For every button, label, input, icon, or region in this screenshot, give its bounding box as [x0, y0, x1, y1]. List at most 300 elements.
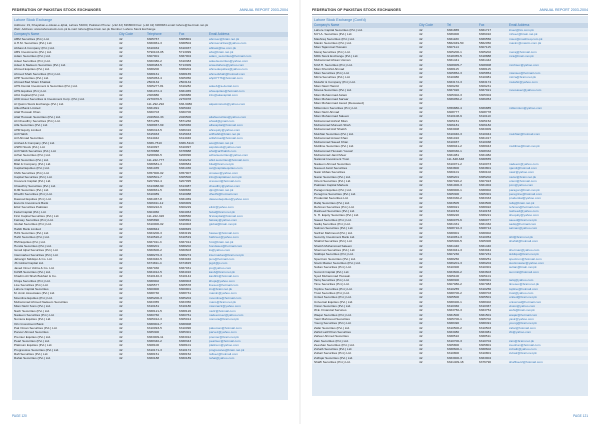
company-name-cell: Muhammad Ahsan Usman: [314, 58, 351, 63]
city-code-cell: 42: [119, 334, 123, 339]
city-code-cell: 42: [419, 316, 423, 321]
telephone-cell: 6361865: [447, 28, 460, 32]
telephone-cell: 6368161: [147, 71, 160, 76]
city-code-cell: 42: [119, 49, 123, 54]
email-cell: nadeemsec@yahoo.com: [209, 313, 244, 317]
company-name-cell: Orix Investment Bank: [14, 321, 44, 326]
fax-cell: 6305202: [479, 49, 492, 54]
telephone-cell: 6368121-5: [147, 308, 162, 313]
company-name-cell: Muhammad Saeed Khan: [314, 140, 349, 145]
telephone-cell: 6308967-69: [147, 123, 164, 128]
fax-cell: 6367004: [179, 54, 192, 59]
fax-cell: 6306909: [179, 200, 192, 205]
fax-cell: 6361036: [179, 166, 192, 171]
telephone-cell: 6368340-2: [147, 338, 162, 343]
fax-cell: 5713099: [179, 49, 192, 54]
email-cell: cmasec@yahoo.com: [209, 170, 238, 175]
city-code-cell: 42: [419, 118, 423, 123]
company-name-cell: Ahmed Shah Securities (Pvt.) Ltd.: [14, 71, 61, 76]
telephone-cell: 6307001: [147, 54, 160, 59]
email-cell: dhedhi@hotmail.com: [209, 192, 239, 197]
city-code-cell: 42: [119, 62, 123, 67]
telephone-cell: 6310366: [447, 304, 460, 308]
city-code-cell: 42: [419, 170, 423, 175]
fax-cell: 6368830: [179, 187, 192, 192]
city-code-cell: 42: [119, 144, 123, 149]
email-cell: rafisec@hotmail.com: [209, 351, 238, 356]
email-cell: platinum@yahoo.com: [209, 343, 239, 348]
email-cell: intermarket@brain.net.pk: [209, 252, 244, 257]
telephone-cell: 6368844: [147, 226, 160, 231]
email-cell: arifahmad@hotmail.com: [209, 136, 243, 141]
email-cell: khoja@yahoo.com: [209, 278, 235, 283]
telephone-cell: 6310080: [447, 75, 460, 80]
fax-cell: 6310180: [179, 304, 192, 309]
fax-cell: 6300901: [179, 287, 192, 292]
email-cell: abbasi@lse.com.pk: [209, 45, 237, 50]
company-name-cell: Muhammad Hussain Yousaf: [314, 148, 353, 153]
telephone-cell: 6307080-2: [447, 282, 462, 287]
company-name-cell: Muhammad Jamil Meer: [314, 153, 347, 158]
company-name-cell: Sheikh Muhammad Saleem: [314, 243, 353, 248]
fax-cell: 6363356: [179, 300, 192, 305]
company-name-cell: AHS Dental Investment & Securities (Pvt.) Ltd.: [14, 84, 78, 89]
email-cell: anseclahore@yahoo.com: [209, 62, 245, 67]
telephone-cell: 6363008: [447, 127, 460, 132]
email-cell: summit@hotmail.com: [509, 269, 539, 274]
telephone-cell: 6363041-3: [447, 247, 462, 252]
email-cell: mutahir@yahoo.com: [509, 79, 538, 84]
email-cell: iis@yahoo.com: [209, 248, 231, 253]
fax-cell: 6305854: [479, 71, 492, 76]
city-code-cell: 42: [419, 144, 423, 149]
email-cell: alfacapital@hotmail.com: [209, 123, 243, 128]
city-code-cell: 42: [419, 196, 423, 201]
email-cell: universal@hotmail.com: [509, 299, 542, 304]
fax-cell: 5862050: [479, 40, 492, 45]
telephone-cell: 6305577: [147, 282, 160, 287]
fax-cell: 6305101: [479, 273, 492, 278]
exchange-address: Address: 19, Khayaban-e-Aiwan-e-Iqbal, Lahore 54000, Pakistan Phone: (+92 42) 6368000 Fax: (+92 42) 6368484 email: lahore@lse.brain.net.pk: [14, 23, 209, 27]
city-code-cell: 42: [419, 105, 423, 110]
fax-cell: 6366053: [479, 97, 492, 101]
telephone-cell: 6300900: [147, 287, 160, 292]
city-code-cell: 42: [119, 183, 123, 188]
company-name-cell: Allied Bank Limited: [14, 106, 41, 110]
fax-cell: 6207095: [179, 179, 192, 184]
telephone-cell: 6366201-3: [447, 260, 462, 265]
city-code-cell: 42: [419, 28, 423, 32]
fax-cell: 6366204: [479, 260, 492, 265]
city-code-cell: 42: [419, 329, 423, 334]
telephone-cell: 6310071-2: [447, 161, 462, 166]
company-name-cell: Moonline Equities (Pvt.) Ltd.: [14, 295, 53, 300]
telephone-cell: 6363080: [447, 329, 460, 334]
fax-cell: 6310110: [479, 114, 491, 119]
email-cell: altafsecurities@yahoo.com: [209, 114, 247, 119]
fax-cell: 6308101: [179, 343, 192, 348]
telephone-cell: 6310300: [447, 265, 460, 270]
city-code-cell: 42: [419, 291, 423, 296]
email-cell: lcsec@lcs.com.pk: [509, 28, 534, 32]
company-name-cell: Zulfiqar Securities (Pvt.) Ltd.: [314, 355, 354, 360]
telephone-cell: 6365890: [147, 218, 160, 223]
company-name-cell: Elixir Securities Pakistan: [14, 205, 48, 210]
company-name-cell: Nazir Securities (Pvt.) Ltd.: [14, 308, 50, 313]
city-code-cell: 42: [419, 178, 423, 183]
company-name-cell: Summit Capital (Pvt.) Ltd.: [314, 269, 350, 274]
telephone-cell: 6364012-5: [147, 269, 162, 274]
telephone-cell: 6305700-1: [447, 316, 462, 321]
fax-cell: 6368504: [179, 41, 192, 46]
city-code-cell: 42: [119, 200, 123, 205]
telephone-cell: 6368831-5: [147, 187, 162, 192]
company-name-cell: Nadeem Securities (Pvt.) Ltd.: [14, 313, 55, 317]
company-name-cell: Altaf Hussain Securities (Pvt.) Ltd.: [14, 114, 61, 119]
company-name-cell: AKD Asset Securities & Investment Corp. (Pvt.) Ltd.: [14, 97, 85, 102]
telephone-cell: 6310140-3: [147, 274, 162, 279]
fax-cell: 6363044: [479, 247, 492, 252]
city-code-cell: 42: [419, 360, 423, 365]
telephone-cell: 6367030: [147, 265, 160, 270]
email-cell: abs@brain.net.pk: [209, 49, 234, 54]
email-cell: timesec@brain.net.pk: [509, 282, 539, 287]
fax-cell: 6310038: [479, 140, 492, 145]
company-name-cell: Waqar Securities (Pvt.) Ltd.: [314, 312, 352, 317]
directory-panel: [12, 16, 288, 400]
report-title: ANNUAL REPORT 2003-2004: [539, 8, 588, 12]
email-cell: adam_securities@hotmail.com: [209, 54, 252, 59]
directory-table-body: [312, 28, 588, 364]
fax-cell: 6305500: [179, 175, 192, 179]
company-name-cell: Pakistan Capital Markets: [314, 183, 349, 188]
telephone-cell: 6305100: [447, 273, 460, 278]
fax-cell: 6310144: [179, 274, 192, 279]
company-name-cell: M.H.A. Securities (Pvt.) Ltd.: [314, 32, 353, 37]
city-code-cell: 42: [119, 162, 123, 167]
company-name-cell: AHP Securities (Pvt.) Ltd.: [14, 75, 50, 80]
fax-cell: 6310256: [479, 286, 492, 291]
city-code-cell: 42: [119, 209, 123, 214]
fax-cell: 6361004: [479, 183, 492, 188]
telephone-cell: 6310171-3: [147, 347, 162, 352]
telephone-cell: 6361440: [447, 243, 460, 248]
fax-cell: 6368301: [479, 278, 492, 283]
city-code-cell: 42: [419, 213, 423, 218]
telephone-cell: 5862049-50: [447, 40, 464, 45]
telephone-cell: 6360380-2: [147, 58, 162, 63]
city-code-cell: 42: [419, 312, 423, 317]
email-cell: firstcapital@hotmail.com: [209, 213, 243, 218]
telephone-cell: 6363040-5: [147, 256, 162, 261]
telephone-cell: 6306181: [447, 122, 460, 127]
telephone-cell: 6307230: [447, 252, 460, 257]
telephone-cell: 6368250: [447, 256, 460, 261]
email-cell: hassec@hotmail.com: [209, 231, 239, 236]
email-cell: adeelsecurities@yahoo.com: [209, 58, 248, 63]
email-cell: hmi@brain.net.pk: [209, 239, 234, 244]
email-cell: nadeem@yahoo.com: [509, 161, 539, 166]
email-cell: bilal@brain.net.pk: [209, 162, 234, 167]
telephone-cell: 6310040-3: [447, 131, 462, 136]
city-code-cell: 42: [119, 252, 123, 257]
fax-cell: 6368251: [479, 256, 492, 261]
city-code-cell: 42: [419, 153, 423, 158]
company-name-cell: Time Securities (Pvt.) Ltd.: [314, 282, 350, 287]
city-code-cell: 42: [119, 101, 123, 106]
fax-cell: 2503134: [179, 80, 192, 85]
city-code-cell: 42: [419, 230, 423, 235]
email-cell: jov@yahoo.com: [209, 265, 232, 270]
telephone-cell: 6305300: [447, 191, 460, 196]
city-code-cell: 42: [119, 321, 123, 326]
city-code-cell: 42: [419, 235, 423, 239]
city-code-cell: 42: [419, 256, 423, 261]
city-code-cell: 42: [419, 40, 423, 45]
company-name-cell: United Securities (Pvt.) Ltd.: [314, 295, 352, 300]
email-cell: mhsec@brain.net.pk: [509, 32, 538, 37]
fax-cell: 6368602: [479, 347, 492, 352]
organization-name: FEDERATION OF PAKISTAN STOCK EXCHANGES: [12, 8, 101, 12]
city-code-cell: 42: [119, 330, 123, 335]
company-name-cell: Progressive Securities (Pvt.) Ltd.: [14, 347, 60, 352]
fax-cell: 2270078: [179, 97, 192, 102]
city-code-cell: 42: [119, 304, 123, 309]
city-code-cell: 42: [119, 196, 123, 201]
telephone-cell: 6310093-5: [147, 325, 162, 330]
city-code-cell: 42: [419, 166, 423, 170]
telephone-cell: 6363750-3: [447, 308, 462, 313]
telephone-cell: 6368115: [447, 66, 459, 71]
city-code-cell: 42: [119, 218, 123, 223]
company-name-cell: Mohammad Ashraf Mian: [314, 118, 348, 123]
company-name-cell: Khoja Securities (Pvt.) Ltd.: [14, 278, 51, 283]
telephone-cell: 6308483-5: [147, 62, 162, 67]
company-name-cell: Rafi Securities (Pvt.) Ltd.: [14, 351, 49, 356]
fax-cell: 6305014: [179, 317, 192, 322]
fax-cell: 6310232: [179, 157, 192, 162]
fax-cell: 6305040: [179, 106, 192, 110]
company-name-cell: ABM Securities (Pvt.) Ltd.: [14, 37, 50, 41]
city-code-cell: 42: [419, 114, 423, 119]
company-name-cell: Sultan Securities (Pvt.) Ltd.: [314, 265, 352, 270]
company-name-cell: W.E. Financial Services: [314, 308, 347, 313]
email-cell: miansec@hotmail.com: [509, 71, 541, 76]
fax-cell: 5871260: [179, 118, 192, 123]
city-code-cell: 42: [419, 174, 423, 179]
telephone-cell: 6363600-2: [447, 269, 462, 274]
fax-cell: 6363174: [479, 79, 492, 84]
company-name-cell: Shaffi Securities (Pvt.) Ltd.: [314, 360, 351, 365]
email-cell: mra@brain.net.pk: [509, 53, 534, 58]
company-name-cell: ASPD Stock (Pvt.) Ltd.: [14, 144, 46, 149]
city-code-cell: 42: [119, 213, 123, 218]
telephone-cell: 6305053-4: [147, 75, 162, 80]
email-cell: trust@yahoo.com: [509, 291, 534, 296]
fax-cell: 6208096: [179, 153, 192, 158]
telephone-cell: 6305767: [147, 37, 160, 41]
city-code-cell: 42: [419, 347, 423, 352]
company-name-cell: National Investment Trust: [314, 157, 350, 162]
telephone-cell: 6368490: [447, 321, 460, 326]
telephone-cell: 6368730: [147, 291, 160, 296]
fax-cell: 6309231: [479, 84, 492, 89]
company-name-cell: S. H. Equity Securities (Pvt.) Ltd.: [314, 213, 360, 218]
city-code-cell: 42: [119, 71, 123, 76]
company-name-cell: Zubair Securities (Pvt.) Ltd.: [314, 351, 352, 356]
city-code-cell: 42: [419, 355, 423, 360]
company-name-cell: Sherman Securities (Pvt.) Ltd.: [314, 247, 356, 252]
city-code-cell: 42: [419, 252, 423, 257]
city-code-cell: 42: [419, 209, 423, 214]
telephone-cell: 6310089: [147, 192, 160, 197]
city-code-cell: 42: [419, 191, 423, 196]
telephone-cell: 6366313-5: [147, 127, 162, 132]
company-name-cell: Rahat Securities (Pvt.) Ltd.: [14, 356, 51, 361]
telephone-cell: 6361072-4: [147, 88, 162, 93]
fax-cell: 6368274: [179, 252, 192, 257]
city-code-cell: 42: [119, 308, 123, 313]
email-cell: mirza@brain.net.pk: [509, 75, 536, 80]
email-cell: cel@capitalequities.com: [209, 166, 243, 171]
city-code-cell: 42: [419, 295, 423, 300]
fax-cell: 6363012: [179, 334, 192, 339]
city-code-cell: 42: [419, 135, 423, 140]
city-code-cell: 42: [419, 75, 423, 80]
city-code-cell: 42: [119, 274, 123, 279]
fax-cell: 6368002: [479, 230, 492, 235]
fax-cell: 6368165: [179, 71, 192, 76]
email-cell: arifhabib@brain.net.pk: [209, 131, 241, 136]
telephone-cell: 6361331: [447, 222, 460, 227]
company-name-cell: AHR Equity Limited: [14, 127, 41, 132]
fax-cell: 6308332: [479, 148, 492, 153]
header-rule: [312, 14, 588, 15]
city-code-cell: 42: [419, 351, 423, 356]
fax-cell: 6310519: [179, 235, 192, 240]
company-name-cell: Mian Muhammad Sarwar: [314, 97, 349, 101]
section-title: Lahore Stock Exchange: [14, 18, 53, 22]
company-name-cell: Crescent Capital (Pvt.) Ltd.: [14, 179, 52, 184]
email-cell: global@brain.net.pk: [209, 222, 237, 227]
city-code-cell: 42: [119, 287, 123, 292]
city-code-cell: 42: [419, 204, 423, 209]
fax-cell: 6368221: [479, 213, 492, 218]
telephone-cell: 6359880-4: [447, 105, 462, 110]
fax-cell: 6361069: [179, 196, 192, 201]
company-name-cell: Ismail Iqbal Securities (Pvt.) Ltd.: [14, 248, 59, 253]
telephone-cell: 6310255: [447, 286, 460, 291]
company-name-cell: AKA Capital (Pvt.) Ltd.: [14, 93, 45, 98]
telephone-cell: 6306911-12: [147, 200, 164, 205]
email-cell: millennium@yahoo.com: [509, 105, 543, 110]
company-name-cell: Ahmad Bad Shani Khattak: [14, 80, 51, 85]
email-cell: jsgcl@js.com: [209, 261, 228, 266]
email-cell: jsco@hotmail.com: [209, 256, 235, 261]
telephone-cell: 6366050-2: [447, 97, 462, 101]
email-cell: topline@hotmail.com: [509, 286, 538, 291]
fax-cell: 6310037: [179, 45, 192, 50]
email-cell: mans@brain.net.pk: [209, 300, 236, 305]
telephone-cell: 6360961-3: [147, 41, 162, 46]
fax-cell: 6310282: [179, 84, 192, 89]
telephone-cell: 6368600-1: [447, 347, 462, 352]
telephone-cell: 6310152: [447, 209, 460, 214]
company-name-cell: Dawood Equities (Pvt.) Ltd.: [14, 196, 52, 201]
telephone-cell: 6363800: [447, 166, 460, 170]
email-cell: zlk@yahoo.com: [509, 329, 532, 334]
email-cell: miannazir@yahoo.com: [209, 304, 241, 309]
city-code-cell: 42: [419, 286, 423, 291]
fax-cell: 6364016: [179, 269, 192, 274]
email-cell: njamil@hotmail.com: [509, 166, 537, 170]
company-name-cell: Azhar Securities (Pvt.) Ltd.: [14, 153, 51, 158]
company-name-cell: Maxim Securities (Pvt.) Ltd.: [314, 40, 352, 45]
company-name-cell: Mian Nazir Sons (Pvt.) Ltd.: [14, 304, 51, 309]
company-name-cell: Habib Bank Limited: [14, 226, 41, 231]
company-name-cell: Arif Habib Securities (Pvt.) Ltd.: [14, 149, 57, 154]
city-code-cell: 42: [419, 101, 423, 106]
city-code-cell: 42: [119, 325, 123, 330]
city-code-cell: 42: [419, 122, 423, 127]
email-cell: sadiq@hotmail.com: [509, 222, 537, 227]
city-code-cell: 42: [419, 45, 423, 50]
telephone-cell: 6363172-3: [447, 79, 462, 84]
fax-cell: 6357907: [179, 170, 192, 175]
fax-cell: 6305801: [479, 342, 492, 347]
company-name-cell: Tariq Securities (Pvt.) Ltd.: [314, 278, 350, 283]
telephone-cell: 2306880: [147, 93, 160, 98]
telephone-cell: 6361500: [447, 312, 460, 317]
city-code-cell: 42: [119, 226, 123, 231]
email-cell: saeed@brain.net.pk: [509, 217, 537, 222]
city-code-cell: 42: [419, 239, 423, 244]
email-cell: ahsali@gmail.com: [209, 118, 235, 123]
fax-cell: 6376790: [479, 360, 492, 365]
fax-cell: 6310383: [179, 58, 192, 63]
telephone-cell: 6368041-2: [447, 144, 462, 149]
company-name-cell: CMA Securities (Pvt.) Ltd.: [14, 170, 50, 175]
city-code-cell: 42: [419, 308, 423, 313]
telephone-cell: 6360188: [147, 356, 160, 361]
city-code-cell: 42: [119, 351, 123, 356]
fax-cell: 6361065: [179, 88, 192, 93]
company-name-cell: Orient Securities (Pvt.) Ltd.: [314, 178, 352, 183]
telephone-cell: 6310000-02: [147, 222, 164, 227]
email-cell: meraj@hotmail.com: [509, 49, 537, 54]
email-cell: hafizsec@yahoo.com: [209, 235, 239, 240]
col-email: Email Address: [209, 32, 230, 36]
fax-cell: 6310097: [179, 144, 192, 149]
company-name-cell: Adam Securities (Pvt.) Ltd.: [14, 54, 51, 59]
fax-cell: 6366-5113: [179, 140, 194, 145]
company-name-cell: ABS Investments (Pvt.) Ltd.: [14, 49, 52, 54]
email-cell: ahp07776@hotmail.com: [209, 75, 243, 80]
telephone-cell: 6360101: [447, 170, 460, 175]
col-telephone: Tel: [447, 23, 452, 27]
fax-cell: 6310073: [479, 161, 492, 166]
email-cell: abid.securities@hotmail.com: [209, 157, 249, 162]
email-cell: sultan@brain.net.pk: [509, 265, 537, 270]
email-cell: nomura@brain.net.pk: [209, 317, 239, 322]
city-code-cell: 42: [119, 248, 123, 253]
telephone-cell: 6368002: [147, 278, 160, 283]
city-code-cell: 42: [119, 88, 123, 93]
company-name-cell: Zohaib Securities (Pvt.) Ltd.: [314, 347, 353, 352]
fax-cell: 6368202: [179, 244, 192, 248]
fax-cell: 6365204: [179, 295, 192, 300]
fax-cell: 6366316: [179, 127, 192, 132]
